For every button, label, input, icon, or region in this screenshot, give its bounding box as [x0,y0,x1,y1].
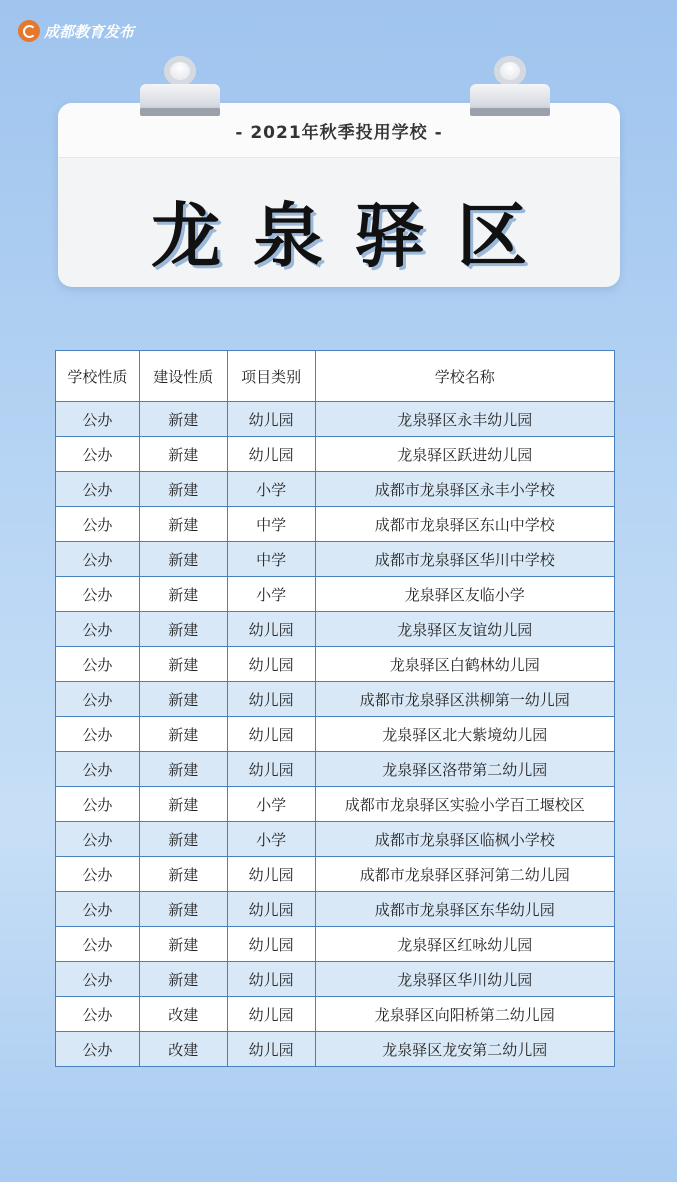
school-nature-cell: 公办 [56,542,140,577]
project-category-cell: 幼儿园 [227,717,315,752]
project-category-cell: 幼儿园 [227,997,315,1032]
school-nature-cell: 公办 [56,577,140,612]
table-row [56,927,615,962]
title-card [58,103,620,287]
table-row [56,997,615,1032]
school-name-cell: 龙泉驿区跃进幼儿园 [315,437,614,472]
project-category-cell: 幼儿园 [227,402,315,437]
project-category-cell: 幼儿园 [227,962,315,997]
school-name-cell: 成都市龙泉驿区实验小学百工堰校区 [315,787,614,822]
project-category-cell: 幼儿园 [227,752,315,787]
brand-name: 成都教育发布 [44,22,135,41]
school-name-cell: 龙泉驿区白鹤林幼儿园 [315,647,614,682]
project-category-cell: 幼儿园 [227,927,315,962]
school-name-cell: 龙泉驿区友谊幼儿园 [315,612,614,647]
table-row [56,857,615,892]
construction-type-cell: 新建 [139,927,227,962]
school-nature-cell: 公办 [56,1032,140,1067]
table-header-row [56,351,615,402]
column-header-school-name: 学校名称 [315,351,614,402]
table-body [56,402,615,1067]
school-nature-cell: 公办 [56,717,140,752]
table-row [56,647,615,682]
school-nature-cell: 公办 [56,787,140,822]
column-header-school-nature: 学校性质 [56,351,140,402]
brand-logo-icon [18,20,40,42]
table-row [56,962,615,997]
school-nature-cell: 公办 [56,857,140,892]
table-row [56,717,615,752]
school-nature-cell: 公办 [56,962,140,997]
page-title: 龙泉驿区 [151,195,559,277]
construction-type-cell: 新建 [139,682,227,717]
project-category-cell: 幼儿园 [227,1032,315,1067]
school-name-cell: 成都市龙泉驿区东华幼儿园 [315,892,614,927]
school-name-cell: 龙泉驿区红咏幼儿园 [315,927,614,962]
project-category-cell: 幼儿园 [227,857,315,892]
construction-type-cell: 改建 [139,997,227,1032]
project-category-cell: 小学 [227,787,315,822]
table-row [56,752,615,787]
table-row [56,1032,615,1067]
construction-type-cell: 新建 [139,962,227,997]
construction-type-cell: 新建 [139,857,227,892]
school-nature-cell: 公办 [56,472,140,507]
project-category-cell: 小学 [227,577,315,612]
construction-type-cell: 新建 [139,472,227,507]
school-nature-cell: 公办 [56,822,140,857]
project-category-cell: 中学 [227,507,315,542]
schools-table [55,350,615,1067]
binder-clip-icon [140,56,220,118]
table-row [56,612,615,647]
school-name-cell: 龙泉驿区龙安第二幼儿园 [315,1032,614,1067]
column-header-construction-type: 建设性质 [139,351,227,402]
construction-type-cell: 新建 [139,542,227,577]
table-row [56,472,615,507]
table-row [56,402,615,437]
table-row [56,787,615,822]
school-nature-cell: 公办 [56,647,140,682]
construction-type-cell: 新建 [139,892,227,927]
school-name-cell: 龙泉驿区友临小学 [315,577,614,612]
school-name-cell: 龙泉驿区洛带第二幼儿园 [315,752,614,787]
construction-type-cell: 新建 [139,822,227,857]
construction-type-cell: 新建 [139,437,227,472]
schools-table-grid [55,350,615,1067]
construction-type-cell: 新建 [139,787,227,822]
school-nature-cell: 公办 [56,612,140,647]
construction-type-cell: 新建 [139,577,227,612]
construction-type-cell: 新建 [139,612,227,647]
table-row [56,577,615,612]
school-nature-cell: 公办 [56,437,140,472]
project-category-cell: 小学 [227,822,315,857]
table-row [56,507,615,542]
school-nature-cell: 公办 [56,682,140,717]
project-category-cell: 幼儿园 [227,612,315,647]
table-row [56,682,615,717]
project-category-cell: 幼儿园 [227,892,315,927]
school-name-cell: 成都市龙泉驿区驿河第二幼儿园 [315,857,614,892]
school-name-cell: 龙泉驿区向阳桥第二幼儿园 [315,997,614,1032]
school-nature-cell: 公办 [56,997,140,1032]
school-name-cell: 成都市龙泉驿区华川中学校 [315,542,614,577]
construction-type-cell: 新建 [139,717,227,752]
school-nature-cell: 公办 [56,927,140,962]
school-nature-cell: 公办 [56,402,140,437]
construction-type-cell: 改建 [139,1032,227,1067]
table-row [56,892,615,927]
table-row [56,437,615,472]
brand-logo [18,18,134,44]
column-header-project-category: 项目类别 [227,351,315,402]
project-category-cell: 幼儿园 [227,437,315,472]
school-name-cell: 龙泉驿区北大紫境幼儿园 [315,717,614,752]
school-name-cell: 龙泉驿区永丰幼儿园 [315,402,614,437]
project-category-cell: 幼儿园 [227,647,315,682]
school-name-cell: 成都市龙泉驿区洪柳第一幼儿园 [315,682,614,717]
school-name-cell: 成都市龙泉驿区东山中学校 [315,507,614,542]
project-category-cell: 中学 [227,542,315,577]
school-nature-cell: 公办 [56,507,140,542]
construction-type-cell: 新建 [139,752,227,787]
school-name-cell: 龙泉驿区华川幼儿园 [315,962,614,997]
binder-clip-icon [470,56,550,118]
table-row [56,822,615,857]
construction-type-cell: 新建 [139,507,227,542]
construction-type-cell: 新建 [139,647,227,682]
school-name-cell: 成都市龙泉驿区永丰小学校 [315,472,614,507]
construction-type-cell: 新建 [139,402,227,437]
project-category-cell: 小学 [227,472,315,507]
school-nature-cell: 公办 [56,892,140,927]
project-category-cell: 幼儿园 [227,682,315,717]
subtitle: - 2021年秋季投用学校 - [235,122,443,143]
school-nature-cell: 公办 [56,752,140,787]
table-row [56,542,615,577]
school-name-cell: 成都市龙泉驿区临枫小学校 [315,822,614,857]
